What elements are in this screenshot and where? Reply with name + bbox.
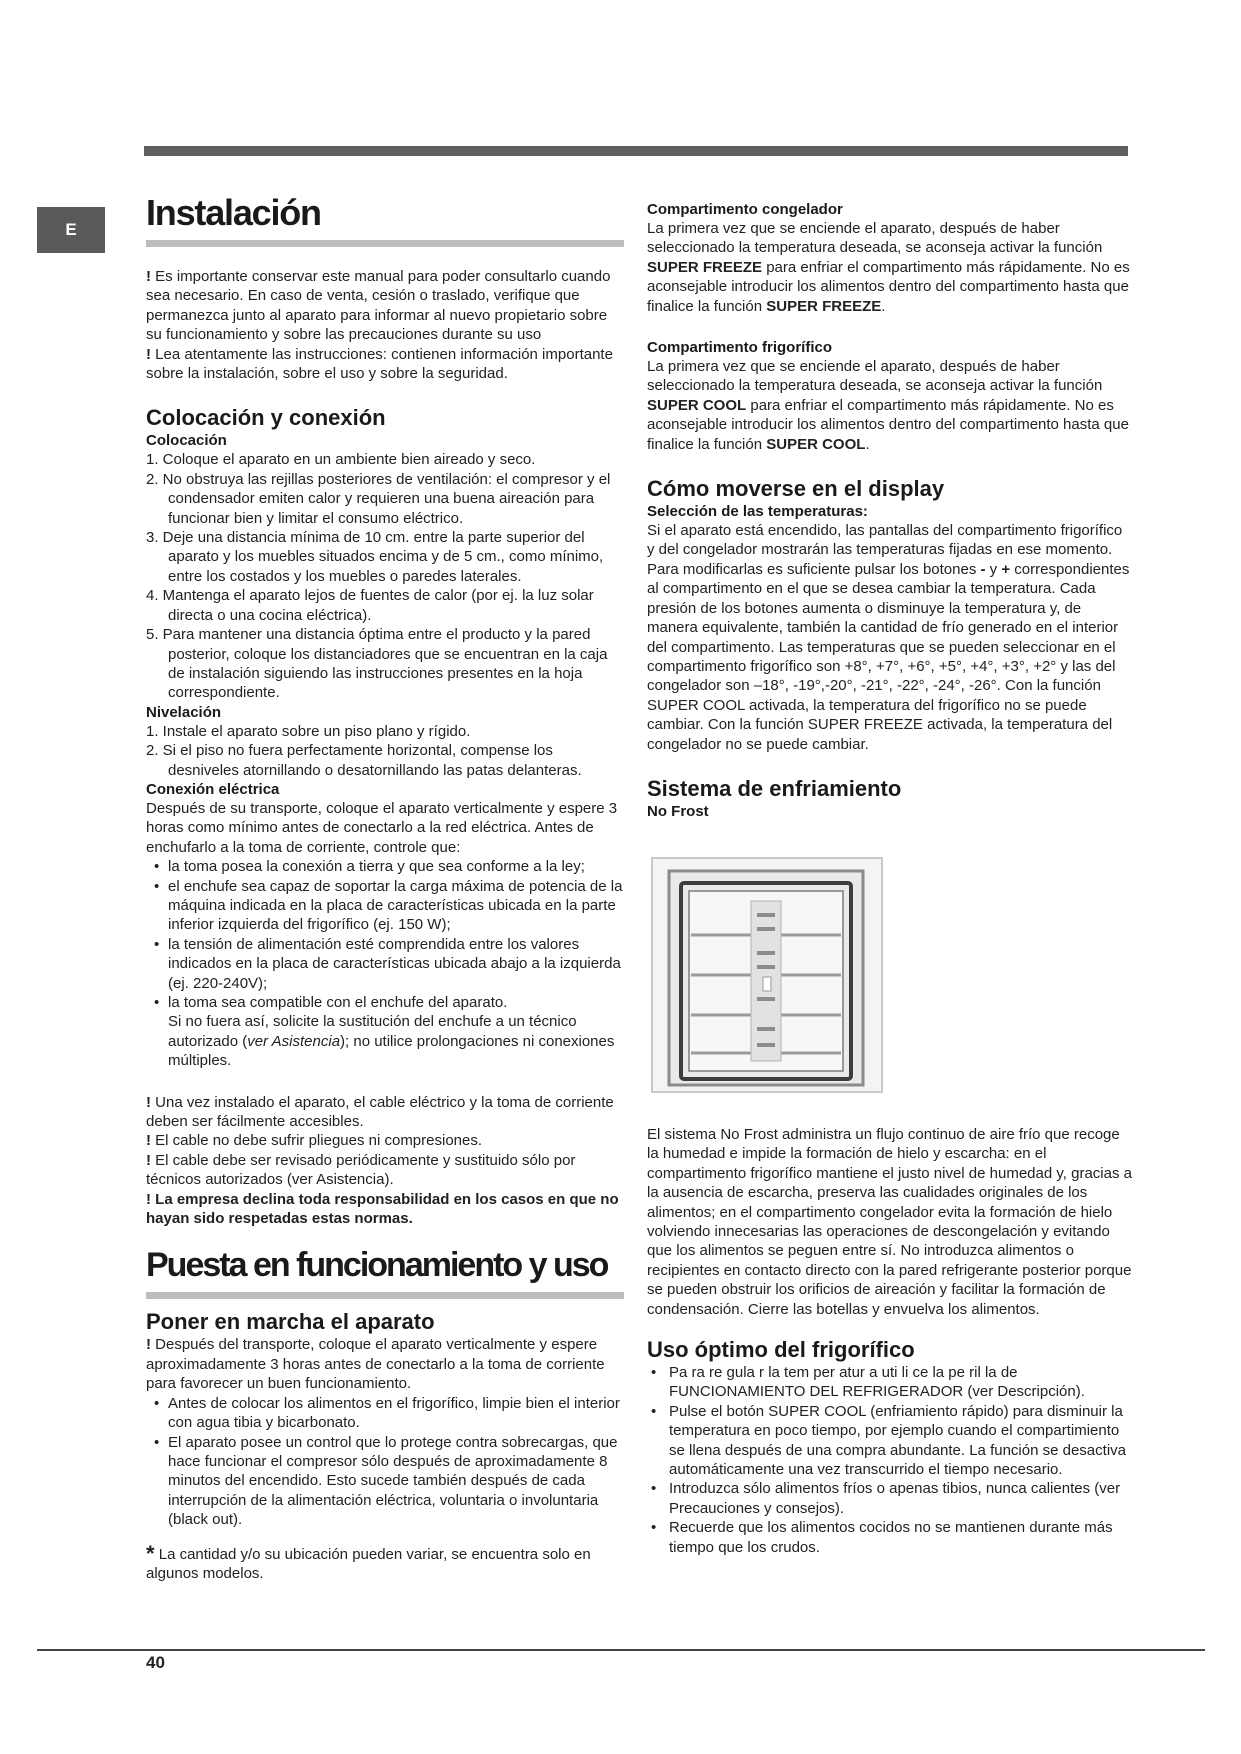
display-text-and: y (985, 560, 1002, 578)
electric-intro: Después de su transporte, coloque el aparato verticalmente y espere 3 horas como mínimo antes de conectarlo a la red eléctrica. Antes de enchufarlo a la toma de corriente, controle que: (146, 799, 618, 856)
list-item: • Pulse el botón SUPER COOL (enfriamiento rápido) para disminuir la temperatura en poco tiempo, por ejemplo cuando el compartimiento se llena después de una compra abundante. La función se desactiva automáticamente una vez transcurrido el tiempo necesario. (647, 1402, 1133, 1480)
list-item: • Recuerde que los alimentos cocidos no se mantienen durante más tiempo que los crudos. (647, 1518, 1133, 1557)
installation-title-rule (146, 240, 624, 247)
list-item: 4. Mantenga el aparato lejos de fuentes de calor (por ej. la luz solar directa o una cocina eléctrica). (146, 587, 594, 624)
placement-list (146, 450, 626, 702)
electric-note-pre: Si no fuera así, solicite la sustitución del enchufe a un técnico autorizado ( (168, 1013, 577, 1050)
exclamation-mark: ! (146, 268, 151, 285)
optimal-title: Uso óptimo del frigorífico (647, 1337, 915, 1362)
list-item: • Pa ra re gula r la tem per atur a uti li ce la pe ril la de FUNCIONAMIENTO DEL REFRIGERADOR (ver Descripción). (647, 1363, 1133, 1402)
start-title: Poner en marcha el aparato (146, 1309, 435, 1335)
cooling-title: Sistema de enfriamiento (647, 775, 902, 801)
warnings-block (146, 1093, 626, 1229)
page-number: 40 (146, 1653, 165, 1672)
footer-rule (37, 1649, 1205, 1651)
super-cool-label: SUPER COOL (766, 435, 866, 453)
list-item: • la toma posea la conexión a tierra y que sea conforme a la ley; (146, 857, 626, 876)
top-header-bar (144, 146, 1128, 156)
start-intro (146, 1335, 626, 1393)
warning-text: El cable debe ser revisado periódicamente y sustituido sólo por técnicos autorizados (ver Asistencia). (146, 1151, 576, 1189)
nofrost-figure (651, 857, 883, 1093)
intro-block (146, 267, 626, 383)
display-text (647, 521, 1133, 754)
language-tab (37, 207, 105, 253)
list-item: • Antes de colocar los alimentos en el frigorífico, limpie bien el interior con agua tibia y bicarbonato. (146, 1394, 626, 1433)
list-item: 1. Coloque el aparato en un ambiente bien aireado y seco. (146, 451, 536, 469)
intro-paragraph-1 (146, 267, 626, 345)
warning-text: El cable no debe sufrir pliegues ni compresiones. (151, 1132, 483, 1150)
list-item: • la toma sea compatible con el enchufe del aparato. (146, 993, 626, 1012)
intro-text-2: Lea atentamente las instrucciones: contienen información importante sobre la instalación, sobre el uso y sobre la seguridad. (146, 345, 613, 383)
fridge-interior-illustration (651, 857, 883, 1093)
leveling-list (146, 722, 626, 780)
placement-subtitle: Colocación (146, 432, 227, 450)
start-list (146, 1394, 626, 1530)
installation-title: Instalación (146, 192, 321, 233)
list-item: 2. Si el piso no fuera perfectamente horizontal, compense los desniveles atornillando o desatornillando las patas delanteras. (146, 742, 582, 779)
warning-responsibility: ! La empresa declina toda responsabilidad en los casos en que no hayan sido respetadas estas normas. (146, 1190, 619, 1228)
exclamation-mark: ! (146, 1132, 151, 1150)
footnote-text: La cantidad y/o su ubicación pueden variar, se encuentra solo en algunos modelos. (146, 1545, 591, 1582)
fridge-text-pre: La primera vez que se enciende el aparato, después de haber seleccionado la temperatura deseada, se aconseja activar la función (647, 358, 1103, 395)
language-tab-label: E (65, 220, 77, 239)
electric-subtitle: Conexión eléctrica (146, 780, 280, 798)
operation-title-rule (146, 1292, 624, 1299)
display-text-post: correspondientes al compartimento en el que se desea cambiar la temperatura. Cada presión de los botones aumenta o disminuye la temperatura y, de manera equivalente, también la cantidad de frío generado en el interior del compartimento. Las temperaturas que se pueden seleccionar en el compartimento frigorífico son +8°, +7°, +6°, +5°, +4°, +3°, +2° y las del congelador son –18°, -19°,-20°, -21°, -22°, -24°, -26°. Con la función SUPER COOL activada, la temperatura del frigorífico no se puede cambiar. Con la función SUPER FREEZE activada, la temperatura del congelador no se puede cambiar. (647, 560, 1130, 753)
operation-title: Puesta en funcionamiento y uso (146, 1246, 608, 1285)
freezer-text-pre: La primera vez que se enciende el aparato, después de haber seleccionado la temperatura deseada, se aconseja activar la función (647, 220, 1103, 257)
fridge-text-mid: para enfriar el compartimento más rápidamente. No es aconsejable introducir los alimentos dentro del compartimento hasta que finalice la función (647, 396, 1129, 453)
exclamation-mark: ! (146, 1151, 151, 1169)
display-title: Cómo moverse en el display (647, 476, 945, 502)
list-item: 1. Instale el aparato sobre un piso plano y rígido. (146, 722, 471, 740)
list-item: • Introduzca sólo alimentos fríos o apenas tibios, nunca calientes (ver Precauciones y consejos). (647, 1479, 1133, 1518)
leveling-subtitle: Nivelación (146, 703, 222, 721)
list-item: • la tensión de alimentación esté comprendida entre los valores indicados en la placa de características ubicada abajo a la izquierda (ej. 220-240V); (146, 935, 626, 993)
nofrost-text: El sistema No Frost administra un flujo continuo de aire frío que recoge la humedad e impide la formación de hielo y escarcha: en el compartimento frigorífico mantiene el justo nivel de humedad y, gracias a la ausencia de escarcha, preserva las cualidades originales de los alimentos; en el compartimento congelador evita la formación de hielo volviendo innecesarias las operaciones de descongelación y evitando que los alimentos se peguen entre sí. No introduzca alimentos o recipientes en contacto directo con la pared refrigerante posterior porque se pueden obstruir los orificios de aireación y facilitar la formación de condensación. Cierre las botellas y envuelva los alimentos. (647, 1125, 1132, 1318)
fridge-text (647, 357, 1133, 454)
footnote-asterisk: * (146, 1540, 155, 1566)
electric-list (146, 857, 626, 1012)
exclamation-mark: ! (146, 1093, 151, 1111)
cooling-subtitle: No Frost (647, 802, 709, 820)
footnote (146, 1540, 626, 1584)
freezer-title: Compartimento congelador (647, 201, 843, 218)
warning-text: Una vez instalado el aparato, el cable eléctrico y la toma de corriente deben ser fácilmente accesibles. (146, 1093, 614, 1131)
right-column (647, 200, 1133, 1557)
intro-text-1: Es importante conservar este manual para poder consultarlo cuando sea necesario. En caso de venta, cesión o traslado, verifique que permanezca junto al aparato para informar al nuevo propietario sobre su funcionamiento y sobre las precauciones durante su uso (146, 268, 611, 344)
display-subtitle: Selección de las temperaturas: (647, 503, 868, 521)
fridge-title: Compartimento frigorífico (647, 339, 833, 357)
electric-note-post: ); no utilice prolongaciones ni conexiones múltiples. (168, 1032, 615, 1070)
left-column (146, 190, 626, 1583)
freezer-text (647, 219, 1133, 316)
freezer-text-end: . (881, 297, 886, 315)
list-item: • el enchufe sea capaz de soportar la carga máxima de potencia de la máquina indicada en la placa de características ubicada en la parte inferior izquierda del frigorífico (ej. 150 W); (146, 877, 626, 935)
display-text-pre: Si el aparato está encendido, las pantallas del compartimento frigorífico y del congelador mostrarán las temperaturas fijadas en ese momento. Para modificarlas es suficiente pulsar los botones (647, 522, 1123, 578)
intro-paragraph-2 (146, 345, 626, 384)
optimal-list (647, 1363, 1133, 1557)
exclamation-mark: ! (146, 1336, 151, 1354)
freezer-text-mid: para enfriar el compartimento más rápidamente. No es aconsejable introducir los alimentos dentro del compartimento hasta que finalice la función (647, 258, 1130, 315)
electric-note (146, 1012, 626, 1070)
plus-button-glyph: + (1001, 560, 1011, 578)
placement-title: Colocación y conexión (146, 405, 386, 431)
list-item: 5. Para mantener una distancia óptima entre el producto y la pared posterior, coloque los distanciadores que se encuentran en la caja de instalación siguiendo las instrucciones presentes en la hoja correspondiente. (146, 626, 608, 702)
super-cool-label: SUPER COOL (647, 396, 747, 414)
super-freeze-label: SUPER FREEZE (647, 258, 763, 276)
warning-1 (146, 1093, 626, 1132)
fridge-text-end: . (865, 435, 870, 453)
super-freeze-label: SUPER FREEZE (766, 297, 882, 315)
assistance-reference: ver Asistencia (247, 1032, 341, 1050)
exclamation-mark: ! (146, 345, 151, 363)
minus-button-glyph: - (980, 560, 986, 578)
list-item: 2. No obstruya las rejillas posteriores de ventilación: el compresor y el condensador emiten calor y requieren una buena aireación para funcionar bien y limitar el consumo eléctrico. (146, 470, 611, 527)
start-intro-text: Después del transporte, coloque el aparato verticalmente y espere aproximadamente 3 horas antes de conectarlo a la toma de corriente para favorecer un buen funcionamiento. (146, 1336, 605, 1393)
warning-3 (146, 1151, 626, 1190)
list-item: • El aparato posee un control que lo protege contra sobrecargas, que hace funcionar el compresor sólo después de aproximadamente 8 minutos del encendido. Esto sucede también después de cada interrupción de la alimentación eléctrica, voluntaria o involuntaria (black out). (146, 1433, 626, 1530)
list-item: 3. Deje una distancia mínima de 10 cm. entre la parte superior del aparato y los muebles situados encima y de 5 cm., como mínimo, entre los costados y los muebles o paredes laterales. (146, 529, 604, 585)
warning-2 (146, 1131, 626, 1150)
